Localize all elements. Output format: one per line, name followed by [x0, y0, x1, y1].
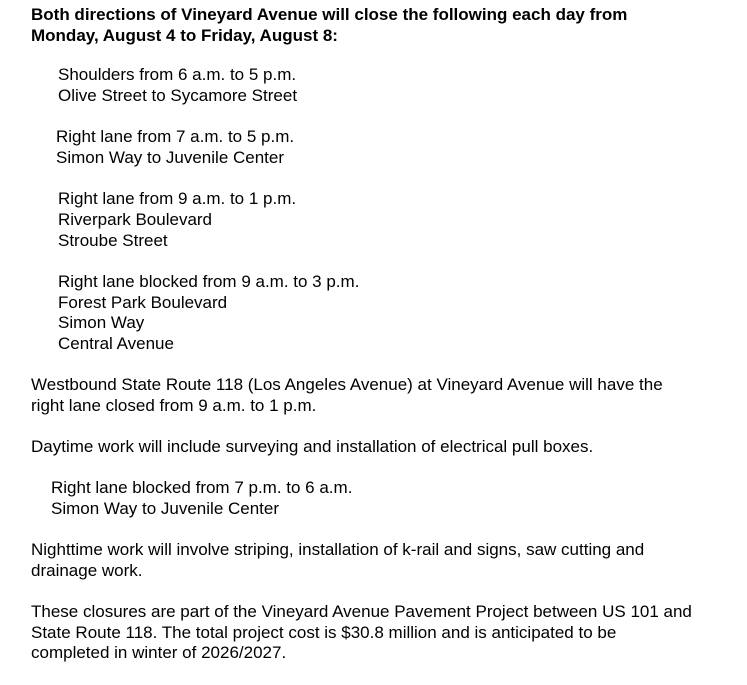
- closure-time: Right lane from 7 a.m. to 5 p.m.: [56, 127, 295, 147]
- closure-location: Forest Park Boulevard: [58, 292, 228, 312]
- closure-time: Right lane from 9 a.m. to 1 p.m.: [58, 189, 297, 209]
- paragraph-line: State Route 118. The total project cost is $30.8 million and is anticipated to be: [31, 622, 617, 642]
- nighttime-paragraph: [31, 540, 741, 581]
- westbound-paragraph: [31, 375, 741, 416]
- closure-location: Simon Way: [58, 313, 145, 333]
- paragraph-line: Westbound State Route 118 (Los Angeles Avenue) at Vineyard Avenue will have the: [31, 375, 663, 395]
- closure-location: Simon Way to Juvenile Center: [56, 148, 285, 168]
- paragraph-line: drainage work.: [31, 560, 143, 580]
- heading-line: Monday, August 4 to Friday, August 8:: [31, 25, 338, 45]
- closure-location: Stroube Street: [58, 230, 168, 250]
- closure-time: Right lane blocked from 7 p.m. to 6 a.m.: [51, 478, 353, 498]
- closure-block-right-lane-7am: [31, 127, 741, 168]
- closure-block-shoulders: [31, 65, 741, 106]
- paragraph-line: right lane closed from 9 a.m. to 1 p.m.: [31, 395, 317, 415]
- closure-location: Riverpark Boulevard: [58, 209, 213, 229]
- closure-time: Shoulders from 6 a.m. to 5 p.m.: [58, 65, 297, 85]
- closure-block-night: [31, 478, 741, 519]
- closure-block-right-lane-9am: [31, 189, 741, 251]
- paragraph-line: completed in winter of 2026/2027.: [31, 643, 287, 663]
- daytime-paragraph: [31, 437, 741, 458]
- closure-location: Central Avenue: [58, 333, 174, 353]
- closure-location: Simon Way to Juvenile Center: [51, 498, 280, 518]
- document-body: [31, 5, 741, 685]
- heading-line: Both directions of Vineyard Avenue will close the following each day from: [31, 5, 628, 24]
- paragraph-line: Daytime work will include surveying and installation of electrical pull boxes.: [31, 437, 594, 457]
- paragraph-line: These closures are part of the Vineyard Avenue Pavement Project between US 101 and: [31, 602, 692, 622]
- closure-time: Right lane blocked from 9 a.m. to 3 p.m.: [58, 271, 360, 291]
- closure-heading: [31, 5, 741, 46]
- closure-block-right-lane-blocked: [31, 272, 741, 355]
- project-paragraph: [31, 602, 741, 664]
- closure-location: Olive Street to Sycamore Street: [58, 86, 298, 106]
- paragraph-line: Nighttime work will involve striping, installation of k-rail and signs, saw cutting and: [31, 540, 645, 560]
